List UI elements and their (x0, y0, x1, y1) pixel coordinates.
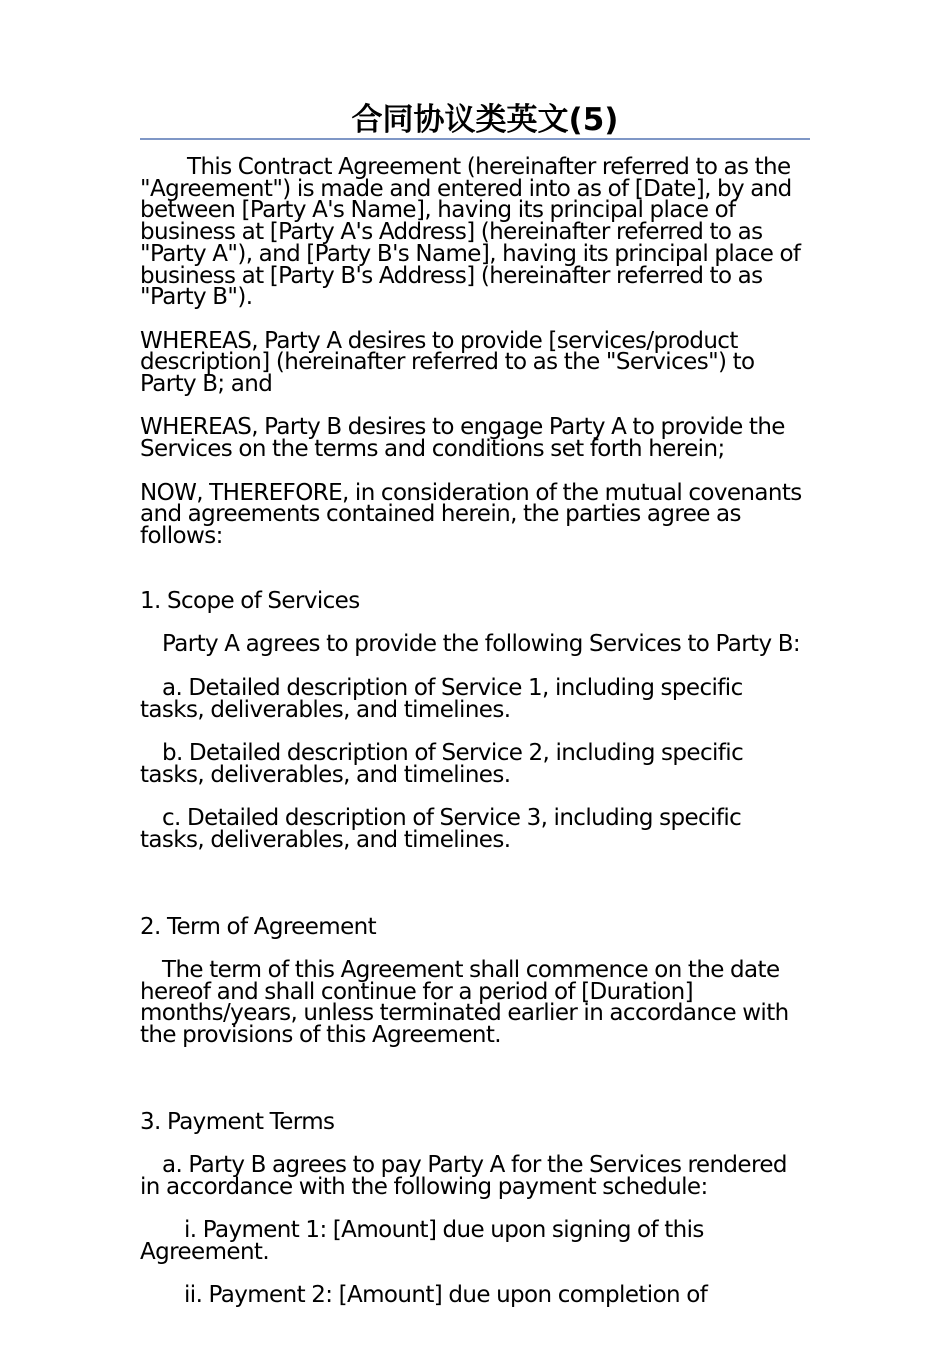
list-item: a. Detailed description of Service 1, including specific tasks, deliverables, and timelines. (140, 674, 743, 723)
now-therefore-paragraph: NOW, THEREFORE, in consideration of the mutual covenants and agreements contained herein, the parties agree as follows: (140, 479, 802, 549)
list-item: b. Detailed description of Service 2, including specific tasks, deliverables, and timelines. (140, 739, 744, 788)
section-heading: 1. Scope of Services (140, 588, 360, 614)
section-lead: Party A agrees to provide the following Services to Party B: (162, 631, 801, 658)
payment-item: i. Payment 1: [Amount] due upon signing of this Agreement. (140, 1217, 704, 1266)
whereas-paragraph-1: WHEREAS, Party A desires to provide [services/product description] (hereinafter referred to as the "Services") to Party B; and (140, 327, 755, 398)
whereas-paragraph-2: WHEREAS, Party B desires to engage Party A to provide the Services on the terms and conditions set forth herein; (140, 414, 785, 463)
section-scope-of-services (140, 569, 810, 873)
intro-paragraph: This Contract Agreement (hereinafter referred to as the "Agreement") is made and entered into as of [Date], by and between [Party A's Name], having its principal place of business at [Party A's Address] (hereinafter referred to as "Party A"), and [Party B's Name], having its principal place of business at [Party B's Address] (hereinafter referred to as "Party B"). (140, 154, 801, 311)
section-term-of-agreement (140, 895, 810, 1069)
section-heading: 2. Term of Agreement (140, 913, 377, 940)
document-page (140, 100, 810, 1351)
payment-item: ii. Payment 2: [Amount] due upon completion of (184, 1282, 708, 1309)
list-item: a. Party B agrees to pay Party A for the Services rendered in accordance with the following payment schedule: (140, 1152, 787, 1200)
document-title: 合同协议类英文(5) (351, 102, 619, 138)
section-payment-terms (140, 1090, 810, 1329)
list-item: c. Detailed description of Service 3, including specific tasks, deliverables, and timelines. (140, 805, 742, 853)
title-underline (140, 138, 810, 140)
section-body: The term of this Agreement shall commence on the date hereof and shall continue for a period of [Duration] months/years, unless terminated earlier in accordance with the provisions of this Agreement. (140, 956, 789, 1049)
section-heading: 3. Payment Terms (140, 1108, 335, 1135)
